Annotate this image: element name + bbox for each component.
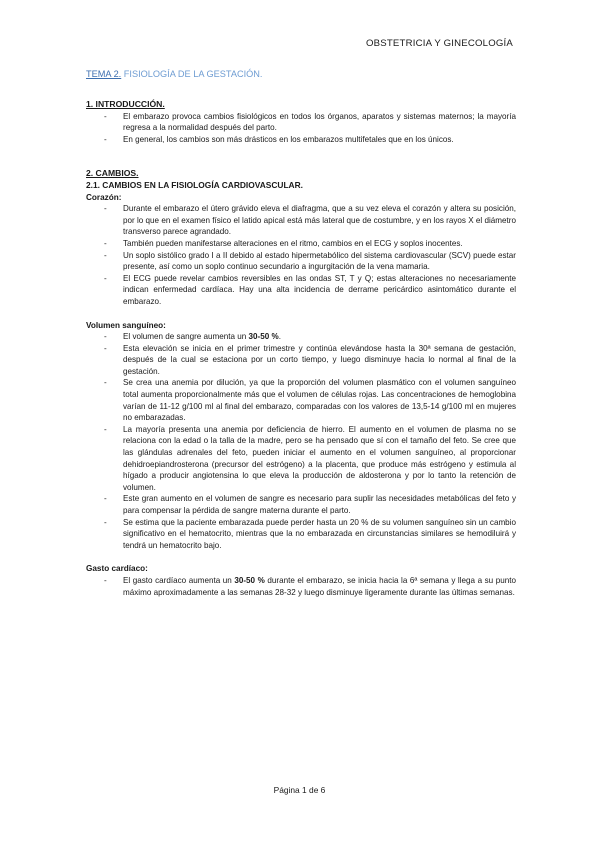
list-item: - Se estima que la paciente embarazada puede perder hasta un 20 % de su volumen sanguíneo sin un cambio significativo en el hematocrito, mientras que la no embarazada en circunstancias similares se hemodiluirá y tendrá un hematocrito bajo. — [86, 517, 516, 552]
list-item: - Esta elevación se inicia en el primer trimestre y continúa elevándose hasta la 30ª semana de gestación, después de la cual se estaciona por un corto tiempo, y luego disminuye hacia lo normal al final de la gestación. — [86, 343, 516, 378]
list-item — [86, 575, 516, 598]
title-name: FISIOLOGÍA DE LA GESTACIÓN. — [121, 69, 263, 79]
corazon-list — [86, 203, 516, 307]
section-heading-cambios: 2. CAMBIOS. — [86, 168, 139, 179]
volumen-percentage: 30-50 % — [248, 332, 279, 342]
gasto-item-text-end: durante el embarazo, se inicia hacia la 6ª semana y llega a su punto máximo aproximadamente a las semanas 28-32 y luego disminuye ligeramente durante las últimas semanas. — [123, 575, 516, 597]
title-number: TEMA 2. — [86, 69, 122, 79]
gasto-percentage: 30-50 % — [234, 575, 265, 585]
list-item: - Un soplo sistólico grado I a II debido al estado hipermetabólico del sistema cardiovascular (SCV) puede estar presente, así como un soplo continuo secundario a ingurgitación de la vena mamaria. — [86, 250, 516, 273]
page-number-footer: Página 1 de 6 — [273, 785, 326, 795]
volumen-item-text: El volumen de sangre aumenta un — [123, 332, 249, 342]
page-content — [86, 68, 516, 598]
list-item — [86, 331, 516, 343]
label-volumen-sanguineo: Volumen sanguíneo: — [86, 320, 166, 330]
list-item: - Este gran aumento en el volumen de sangre es necesario para suplir las necesidades metabólicas del feto y para compensar la pérdida de sangre materna durante el parto. — [86, 493, 516, 516]
running-header: OBSTETRICIA Y GINECOLOGÍA — [366, 38, 513, 49]
list-item: - La mayoría presenta una anemia por deficiencia de hierro. El aumento en el volumen de plasma no se relaciona con la edad o la talla de la madre, pero se ha pensado que sí con el tamaño del feto. Se cree que las glándulas adrenales del feto, pueden iniciar el aumento en el volumen sanguíneo, al proporcionar dehidroepiandrosterona (precursor del estrógeno) a la placenta, que produce más estrógeno y estimula al hígado a producir angiotensina lo que eleva la producción de aldosterona y por lo tanto la retención de volumen. — [86, 424, 516, 494]
label-corazon: Corazón: — [86, 192, 122, 202]
section-heading-introduccion: 1. INTRODUCCIÓN. — [86, 99, 165, 109]
list-item: - El ECG puede revelar cambios reversibles en las ondas ST, T y Q; estas alteraciones no necesariamente indican enfermedad cardíaca. Hay una alta incidencia de derrame pericárdico asintomático durante el embarazo. — [86, 273, 516, 308]
gasto-list — [86, 575, 516, 598]
subsection-heading-cardiovascular: 2.1. CAMBIOS EN LA FISIOLOGÍA CARDIOVASCULAR. — [86, 179, 303, 190]
list-item: - El embarazo provoca cambios fisiológicos en todos los órganos, aparatos y sistemas maternos; la mayoría regresa a la normalidad después del parto. — [86, 111, 516, 134]
list-item: - Durante el embarazo el útero grávido eleva el diafragma, que a su vez eleva el corazón y altera su posición, por lo que en el examen físico el latido apical está más lateral que de costumbre, y en los rayos X el diámetro transverso parece agrandado. — [86, 203, 516, 238]
list-item: - También pueden manifestarse alteraciones en el ritmo, cambios en el ECG y soplos inocentes. — [86, 238, 516, 250]
document-title — [86, 68, 516, 81]
volumen-list — [86, 331, 516, 551]
volumen-item-text-end: . — [278, 332, 281, 342]
label-gasto-cardiaco: Gasto cardíaco: — [86, 564, 148, 574]
list-item: - Se crea una anemia por dilución, ya que la proporción del volumen plasmático con el volumen sanguíneo total aumenta proporcionalmente más que el volumen de células rojas. Las concentraciones de hemoglobina varían de 11-12 g/100 ml al final del embarazo, comparadas con los valores de 13,5-14 g/100 ml en mujeres no embarazadas. — [86, 377, 516, 423]
list-item: - En general, los cambios son más drásticos en los embarazos multifetales que en los únicos. — [86, 134, 516, 146]
gasto-item-text: El gasto cardíaco aumenta un — [123, 575, 235, 585]
intro-list — [86, 111, 516, 146]
